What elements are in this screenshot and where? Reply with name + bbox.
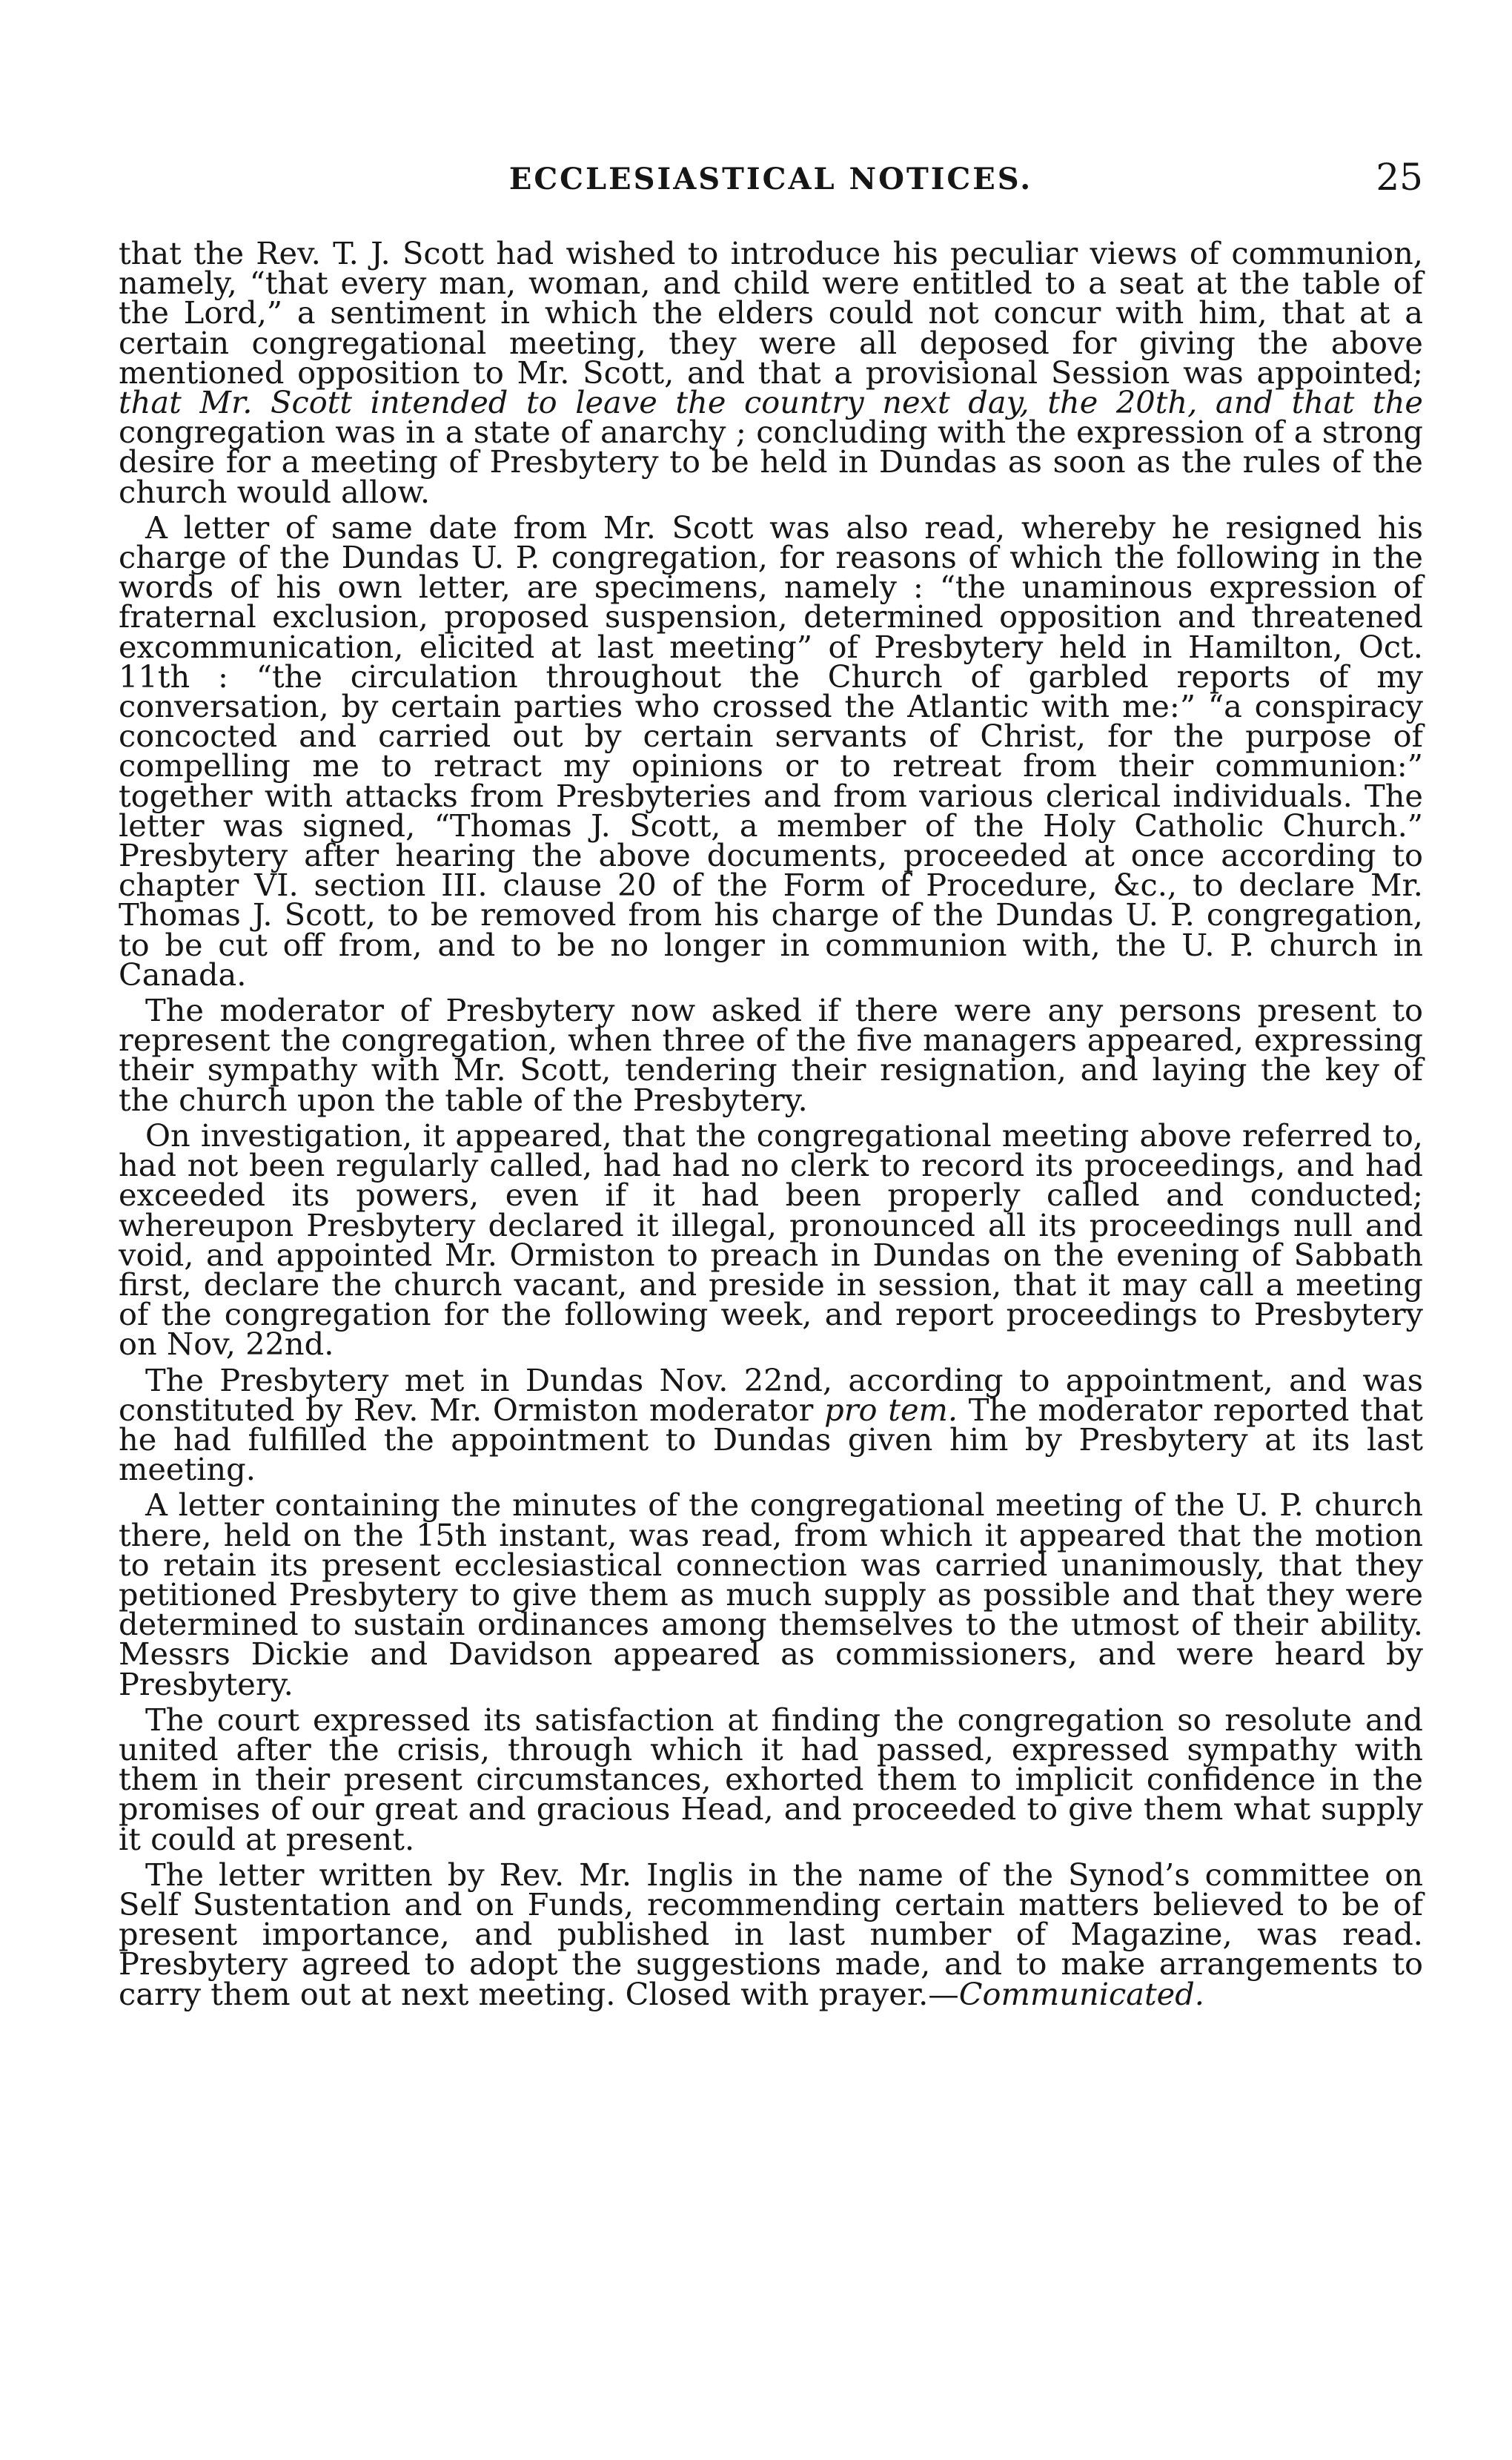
paragraph-1-italic: that Mr. Scott intended to leave the country next day, the 20th, and that the bbox=[119, 384, 1423, 421]
page-number: 25 bbox=[1376, 156, 1423, 199]
paragraph-1-text: that the Rev. T. J. Scott had wished to introduce his peculiar views of communion, namely, “that every man, woman, and child were entitled to a seat at the table of the Lord,” a sentiment in which the elders could not concur with him, that at a certain congregational meeting, they were all deposed for giving the above mentioned opposition to Mr. Scott, and that a provisional Session was appointed; bbox=[119, 235, 1423, 391]
paragraph-6 bbox=[119, 1487, 1423, 1702]
paragraph-1 bbox=[119, 235, 1423, 510]
running-title: ECCLESIASTICAL NOTICES. bbox=[508, 162, 1033, 196]
article-body bbox=[119, 235, 1423, 2012]
paragraph-5-text-end: The moderator reported that he had fulfilled the appointment to Dundas given him by Presbytery at its last meeting. bbox=[119, 1391, 1423, 1488]
paragraph-2 bbox=[119, 509, 1423, 993]
paragraph-8-italic: Communicated. bbox=[958, 1975, 1204, 2012]
paragraph-3-text: The moderator of Presbytery now asked if there were any persons present to represent the congregation, when three of the five managers appeared, expressing their sympathy with Mr. Scott, tendering their resignation, and laying the key of the church upon the table of the Presbytery. bbox=[119, 992, 1423, 1118]
paragraph-8 bbox=[119, 1856, 1423, 2012]
paragraph-1-text-end: congregation was in a state of anarchy ; concluding with the expression of a strong desire for a meeting of Presbytery to be held in Dundas as soon as the rules of the church would allow. bbox=[119, 414, 1423, 510]
paragraph-3 bbox=[119, 992, 1423, 1118]
paragraph-2-text: A letter of same date from Mr. Scott was also read, whereby he resigned his charge of the Dundas U. P. congregation, for reasons of which the following in the words of his own letter, are specimens, namely : “the unaminous expression of fraternal exclusion, proposed suspension, determined opposition and threatened excommunication, elicited at last meeting” of Presbytery held in Hamilton, Oct. 11th : “the circulation throughout the Church of garbled reports of my conversation, by certain parties who crossed the Atlantic with me:” “a conspiracy concocted and carried out by certain servants of Christ, for the purpose of compelling me to retract my opinions or to retreat from their communion:” together with attacks from Presbyteries and from various clerical individuals. The letter was signed, “Thomas J. Scott, a member of the Holy Catholic Church.” Presbytery after hearing the above documents, proceeded at once according to chapter VI. section III. clause 20 of the Form of Procedure, &c., to declare Mr. Thomas J. Scott, to be removed from his charge of the Dundas U. P. congregation, to be cut off from, and to be no longer in communion with, the U. P. church in Canada. bbox=[119, 509, 1423, 993]
paragraph-5 bbox=[119, 1361, 1423, 1488]
paragraph-5-italic: pro tem. bbox=[824, 1391, 958, 1428]
page-header bbox=[119, 157, 1423, 202]
paragraph-8-text: The letter written by Rev. Mr. Inglis in the name of the Synod’s committee on Self Sustentation and on Funds, recommending certain matters believed to be of present importance, and published in last number of Magazine, was read. Presbytery agreed to adopt the suggestions made, and to make arrangements to carry them out at next meeting. Closed with prayer.— bbox=[119, 1856, 1423, 2012]
paragraph-4-text: On investigation, it appeared, that the congregational meeting above referred to, had not been regularly called, had had no clerk to record its proceedings, and had exceeded its powers, even if it had been properly called and conducted; whereupon Presbytery declared it illegal, pronounced all its proceedings null and void, and appointed Mr. Ormiston to preach in Dundas on the evening of Sabbath first, declare the church vacant, and preside in session, that it may call a meeting of the congregation for the following week, and report proceedings to Presbytery on Nov, 22nd. bbox=[119, 1117, 1423, 1363]
paragraph-7 bbox=[119, 1701, 1423, 1857]
paragraph-4 bbox=[119, 1117, 1423, 1363]
paragraph-7-text: The court expressed its satisfaction at finding the congregation so resolute and united after the crisis, through which it had passed, expressed sympathy with them in their present circumstances, exhorted them to implicit confidence in the promises of our great and gracious Head, and proceeded to give them what supply it could at present. bbox=[119, 1701, 1423, 1857]
paragraph-6-text: A letter containing the minutes of the congregational meeting of the U. P. church there, held on the 15th instant, was read, from which it appeared that the motion to retain its present ecclesiastical connection was carried unanimously, that they petitioned Presbytery to give them as much supply as possible and that they were determined to sustain ordinances among themselves to the utmost of their ability. Messrs Dickie and Davidson appeared as commissioners, and were heard by Presbytery. bbox=[119, 1487, 1423, 1702]
paragraph-5-text: The Presbytery met in Dundas Nov. 22nd, according to appointment, and was constituted by Rev. Mr. Ormiston moderator bbox=[119, 1361, 1423, 1428]
